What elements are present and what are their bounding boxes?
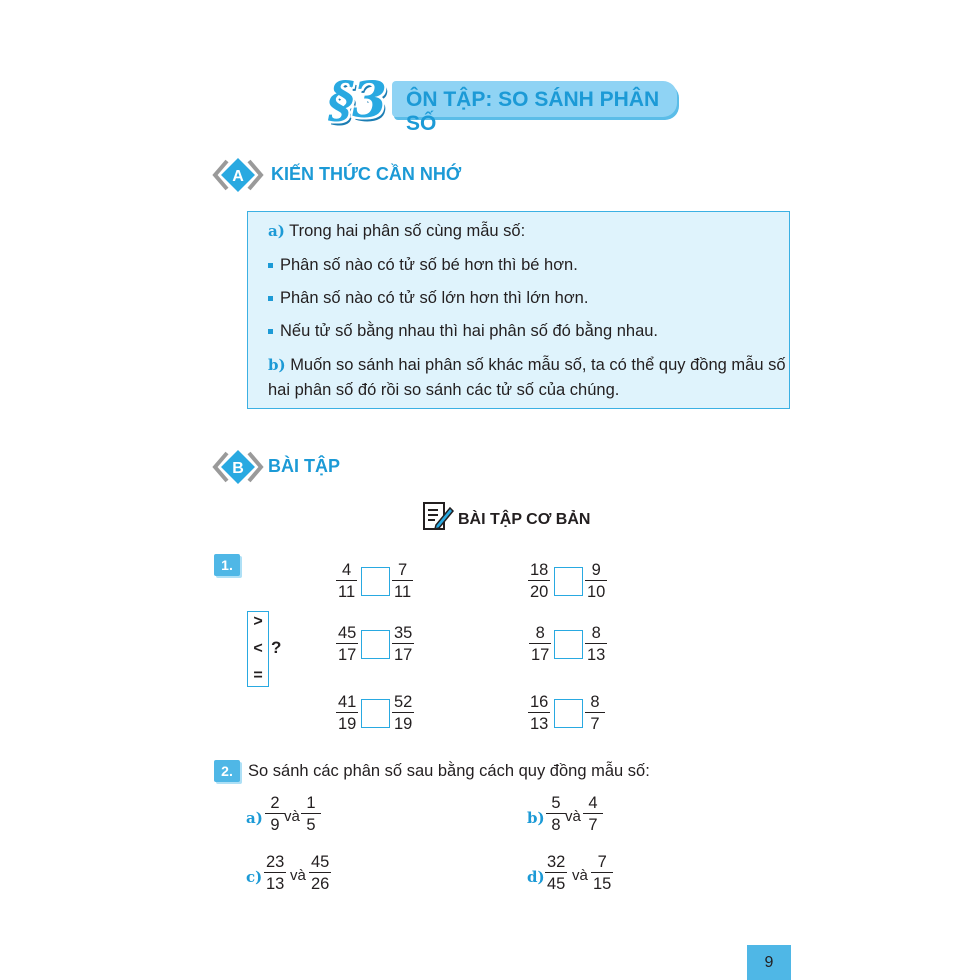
- knowledge-bullet: Phân số nào có tử số lớn hơn thì lớn hơn.: [268, 289, 588, 308]
- comparison-signs-box: [247, 611, 269, 687]
- item-label: b): [527, 809, 545, 827]
- knowledge-b-cont: hai phân số đó rồi so sánh các tử số của chúng.: [268, 381, 620, 399]
- fraction: 4 11: [338, 561, 356, 602]
- fraction: 35 17: [394, 624, 413, 665]
- fraction: 41 19: [338, 693, 357, 734]
- section-number: §3: [328, 70, 385, 129]
- compare-answer-box[interactable]: [361, 699, 390, 728]
- knowledge-a-label: a): [268, 222, 285, 240]
- knowledge-b-label: b): [268, 356, 286, 374]
- title-banner: [392, 81, 677, 135]
- compare-answer-box[interactable]: [554, 630, 583, 659]
- exercise-1-number: 1.: [214, 554, 240, 576]
- section-b-letter: B: [232, 460, 244, 477]
- page-number: 9: [747, 945, 791, 980]
- bullet-icon: [268, 296, 273, 301]
- item-label: c): [246, 868, 263, 886]
- less-sign: <: [253, 640, 263, 657]
- bullet-icon: [268, 263, 273, 268]
- fraction: 32 45: [547, 853, 566, 894]
- item-label: a): [246, 809, 263, 827]
- fraction: 45 17: [338, 624, 357, 665]
- page-title: ÔN TẬP: SO SÁNH PHÂN SỐ: [406, 88, 660, 135]
- connector-text: và: [290, 867, 306, 884]
- knowledge-a-text: Trong hai phân số cùng mẫu số:: [289, 222, 526, 240]
- fraction: 1 5: [301, 793, 321, 836]
- fraction: 8 13: [587, 624, 606, 665]
- knowledge-box: [247, 211, 790, 409]
- fraction: 18 20: [530, 561, 549, 602]
- item-label: d): [527, 868, 545, 886]
- equal-sign: =: [253, 667, 263, 684]
- connector-text: và: [572, 867, 588, 884]
- fraction: 45 26: [311, 853, 330, 894]
- fraction: 2 9: [265, 793, 285, 836]
- compare-answer-box[interactable]: [361, 567, 390, 596]
- fraction: 7 11: [394, 561, 412, 602]
- compare-answer-box[interactable]: [361, 630, 390, 659]
- exercise-2-prompt: So sánh các phân số sau bằng cách quy đồng mẫu số:: [248, 762, 650, 780]
- fraction: 16 13: [530, 693, 549, 734]
- knowledge-a: [268, 222, 525, 241]
- fraction: 5 8: [546, 793, 566, 836]
- section-b-heading: BÀI TẬP: [268, 456, 340, 476]
- greater-sign: >: [253, 613, 263, 630]
- fraction: 23 13: [266, 853, 285, 894]
- connector-text: và: [284, 808, 300, 825]
- fraction: 8 17: [531, 624, 550, 665]
- section-a-letter: A: [232, 168, 244, 185]
- fraction: 9 10: [587, 561, 606, 602]
- section-a-heading: KIẾN THỨC CẦN NHỚ: [271, 164, 462, 184]
- fraction: 52 19: [394, 693, 413, 734]
- fraction: 7 15: [593, 853, 612, 894]
- knowledge-bullet: Nếu tử số bằng nhau thì hai phân số đó bằng nhau.: [268, 322, 658, 341]
- notebook-pencil-icon: [422, 500, 454, 532]
- basic-exercises-heading: BÀI TẬP CƠ BẢN: [458, 511, 591, 528]
- fraction: 8 7: [585, 692, 605, 735]
- exercise-2-number: 2.: [214, 760, 240, 782]
- bullet-icon: [268, 329, 273, 334]
- compare-answer-box[interactable]: [554, 567, 583, 596]
- knowledge-bullet: Phân số nào có tử số bé hơn thì bé hơn.: [268, 256, 578, 275]
- fraction: 4 7: [583, 793, 603, 836]
- compare-answer-box[interactable]: [554, 699, 583, 728]
- question-mark: ?: [271, 638, 282, 657]
- connector-text: và: [565, 808, 581, 825]
- knowledge-b: b) Muốn so sánh hai phân số khác mẫu số, ta có thể quy đồng mẫu số: [268, 356, 786, 374]
